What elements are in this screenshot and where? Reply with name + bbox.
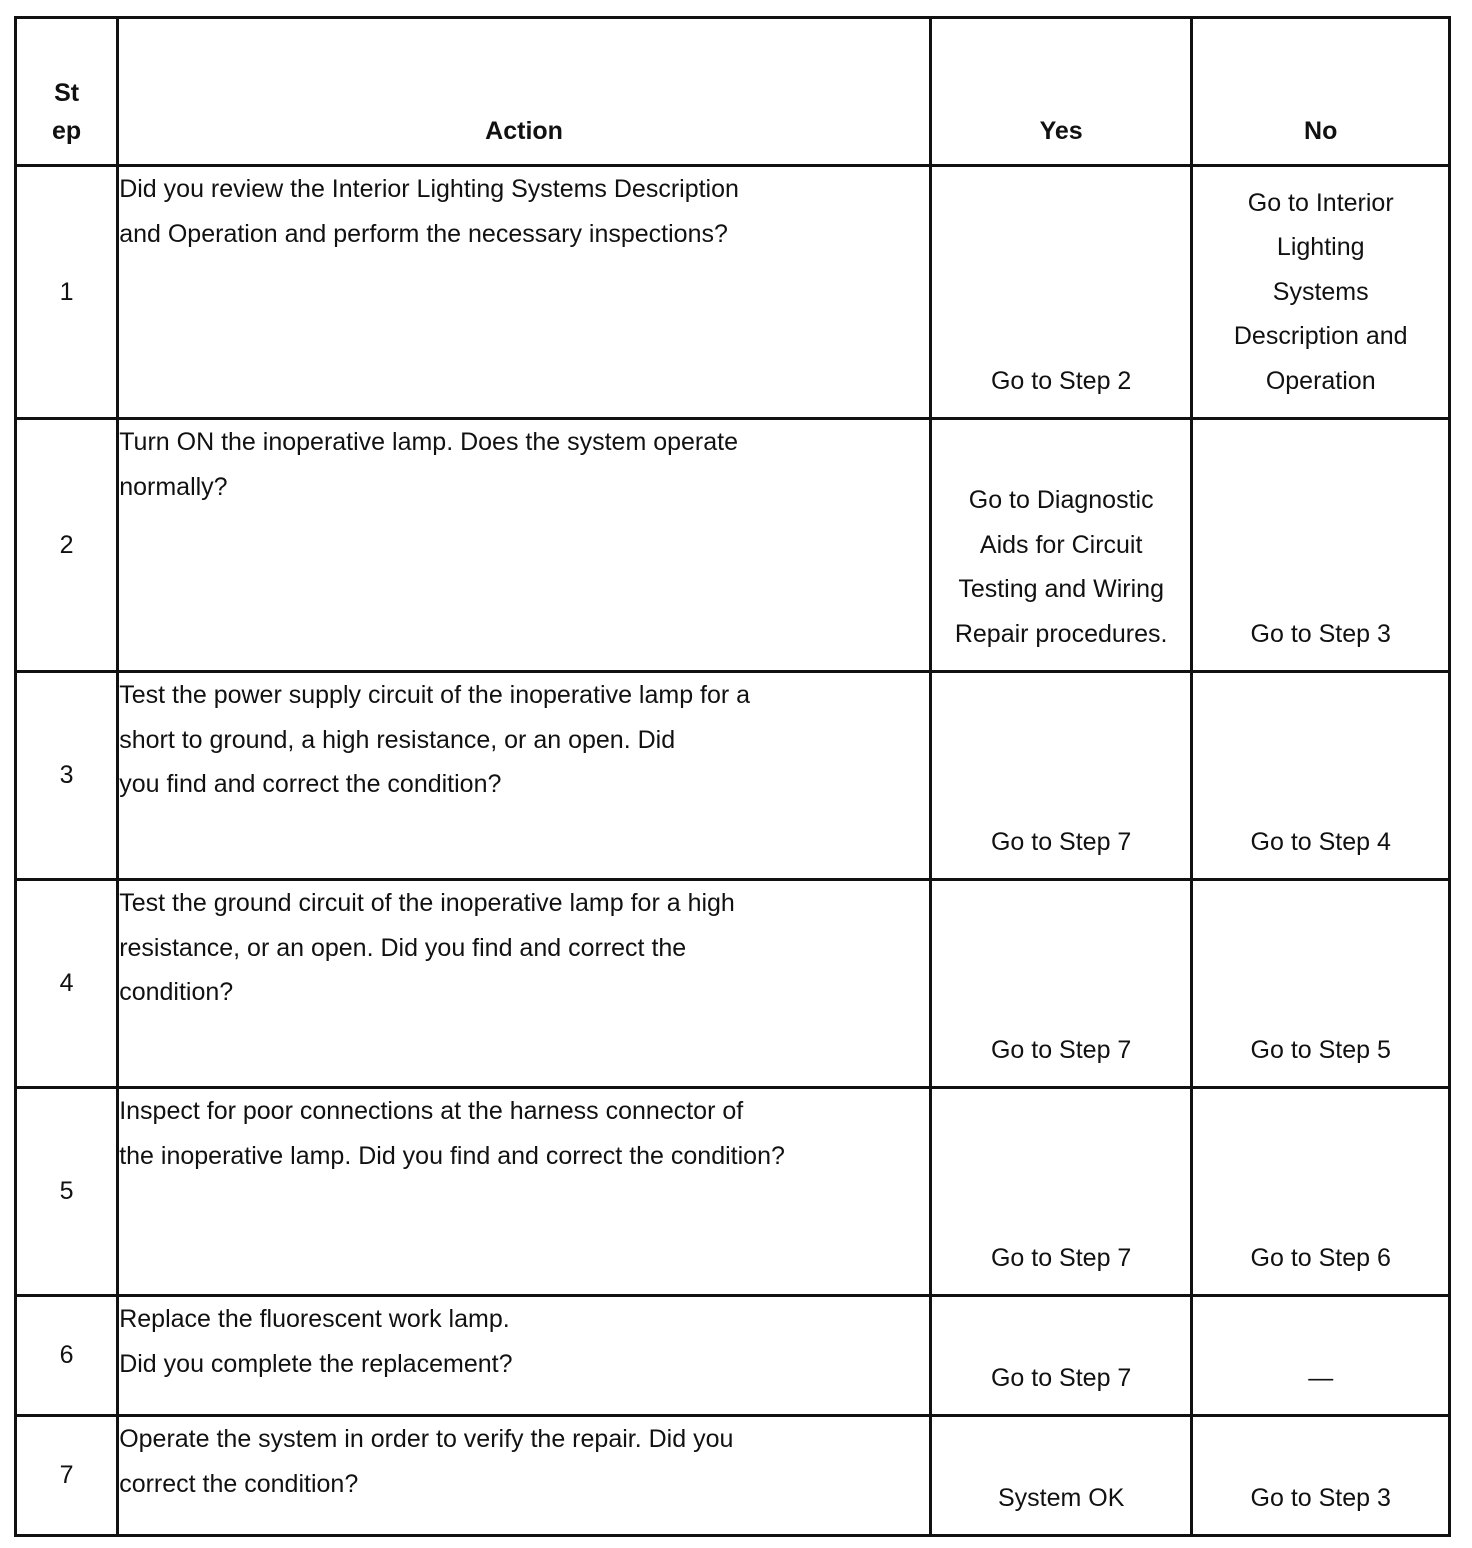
yes-cell: Go to Step 7: [930, 1088, 1192, 1296]
action-cell: Operate the system in order to verify the repair. Did you correct the condition?: [118, 1416, 931, 1536]
step-number: 7: [16, 1416, 118, 1536]
yes-cell: Go to Step 7: [930, 1296, 1192, 1416]
yes-cell: Go to Step 7: [930, 672, 1192, 880]
diagnostic-table: [14, 16, 1451, 1537]
table-row: [16, 166, 1450, 419]
yes-cell: Go to Diagnostic Aids for Circuit Testing and Wiring Repair procedures.: [930, 419, 1192, 672]
table-row: [16, 419, 1450, 672]
table-row: [16, 1296, 1450, 1416]
no-cell: Go to Step 3: [1192, 419, 1450, 672]
step-number: 5: [16, 1088, 118, 1296]
table-row: [16, 672, 1450, 880]
yes-cell: System OK: [930, 1416, 1192, 1536]
step-number: 4: [16, 880, 118, 1088]
step-number: 3: [16, 672, 118, 880]
step-number: 2: [16, 419, 118, 672]
table-row: [16, 880, 1450, 1088]
yes-cell: Go to Step 2: [930, 166, 1192, 419]
action-cell: Inspect for poor connections at the harness connector of the inoperative lamp. Did you find and correct the condition?: [118, 1088, 931, 1296]
header-row: [16, 18, 1450, 166]
action-cell: Test the power supply circuit of the inoperative lamp for a short to ground, a high resistance, or an open. Did you find and correct the condition?: [118, 672, 931, 880]
header-no: No: [1192, 18, 1450, 166]
step-number: 6: [16, 1296, 118, 1416]
action-cell: Did you review the Interior Lighting Systems Description and Operation and perform the necessary inspections?: [118, 166, 931, 419]
no-cell: Go to Interior Lighting Systems Description and Operation: [1192, 166, 1450, 419]
action-cell: Test the ground circuit of the inoperative lamp for a high resistance, or an open. Did you find and correct the condition?: [118, 880, 931, 1088]
no-cell: Go to Step 4: [1192, 672, 1450, 880]
action-cell: Replace the fluorescent work lamp. Did you complete the replacement?: [118, 1296, 931, 1416]
action-cell: Turn ON the inoperative lamp. Does the system operate normally?: [118, 419, 931, 672]
no-cell: —: [1192, 1296, 1450, 1416]
step-number: 1: [16, 166, 118, 419]
header-action: Action: [118, 18, 931, 166]
no-cell: Go to Step 5: [1192, 880, 1450, 1088]
no-cell: Go to Step 3: [1192, 1416, 1450, 1536]
no-cell: Go to Step 6: [1192, 1088, 1450, 1296]
header-step: St ep: [16, 18, 118, 166]
table-row: [16, 1088, 1450, 1296]
yes-cell: Go to Step 7: [930, 880, 1192, 1088]
header-yes: Yes: [930, 18, 1192, 166]
table-row: [16, 1416, 1450, 1536]
